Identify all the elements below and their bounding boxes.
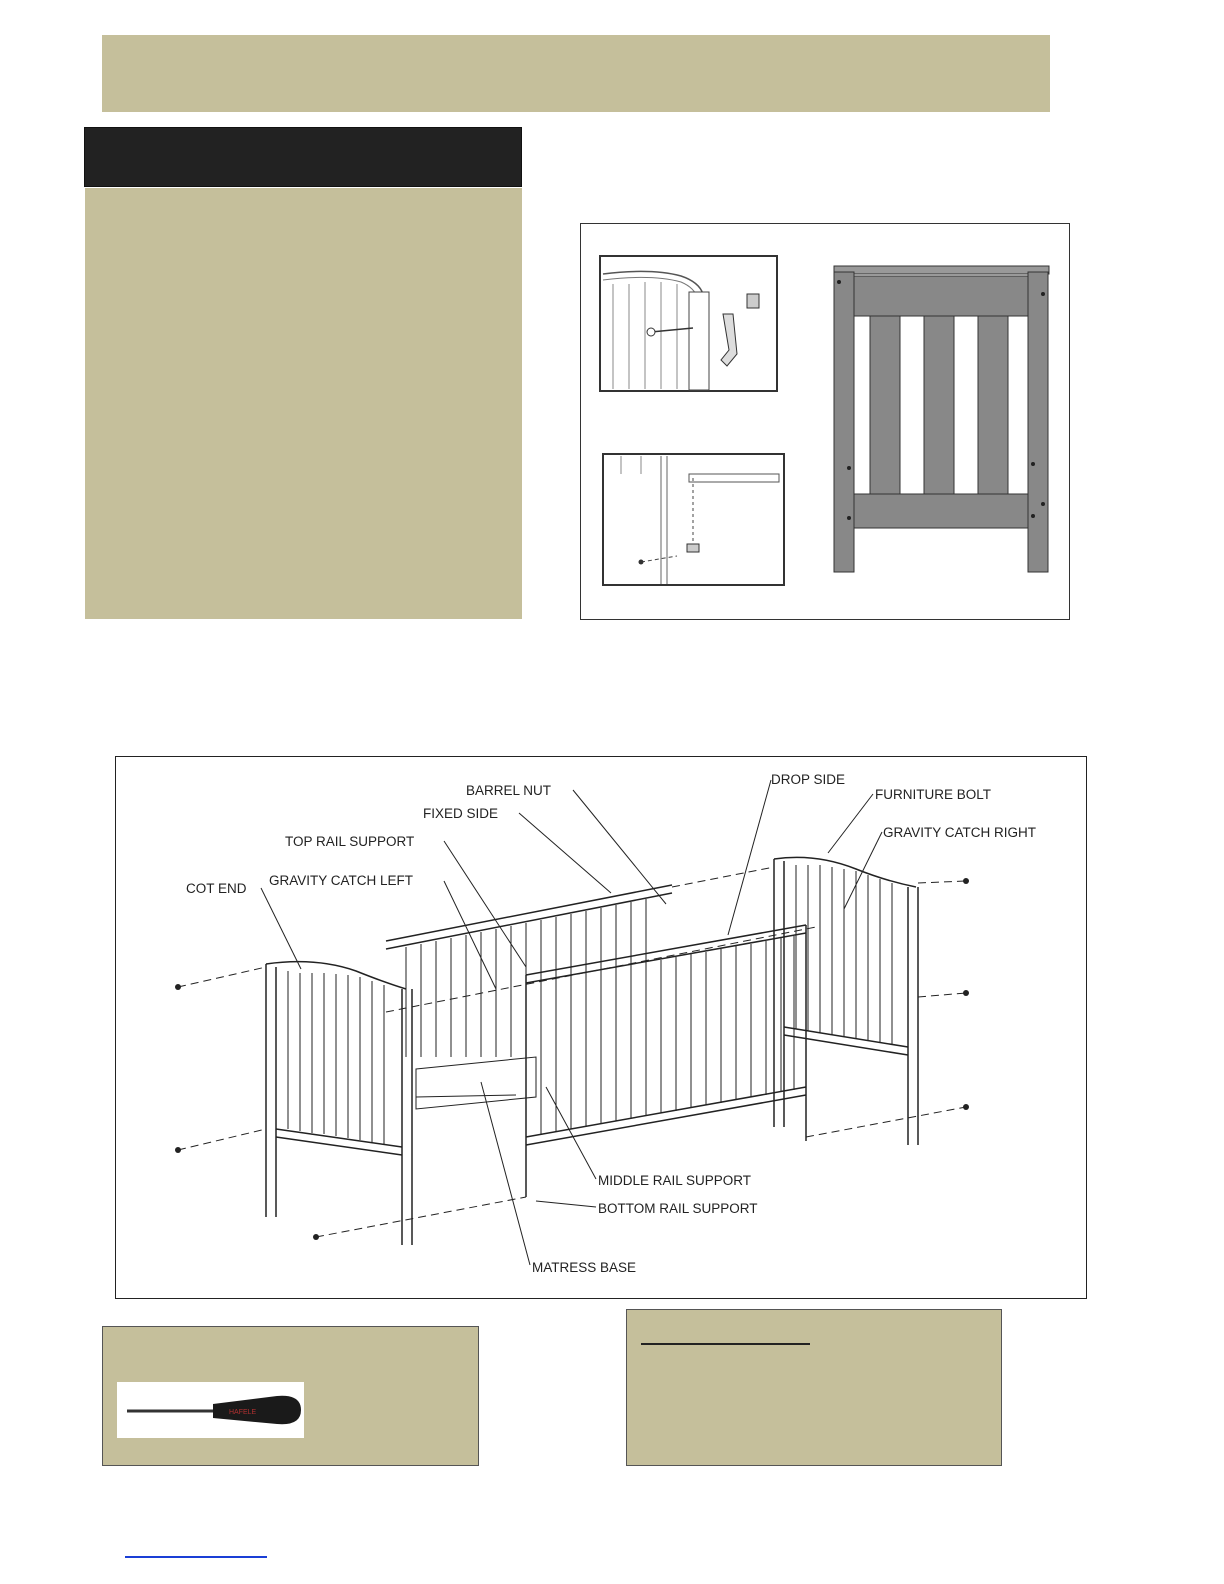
- note-heading-underline: [641, 1343, 810, 1345]
- label-middle-rail-support: MIDDLE RAIL SUPPORT: [598, 1173, 752, 1188]
- instructions-panel: [85, 188, 522, 619]
- screwdriver-brand: HAFELE: [229, 1409, 257, 1416]
- detail-illustration: [580, 223, 1070, 620]
- assembly-svg: [116, 757, 1085, 1297]
- label-top-rail-support: TOP RAIL SUPPORT: [285, 834, 415, 849]
- fastener-dots: [175, 878, 969, 1240]
- detail-svg: [581, 224, 1068, 618]
- label-bottom-rail-support: BOTTOM RAIL SUPPORT: [598, 1201, 758, 1216]
- label-mattress-base: MATRESS BASE: [532, 1260, 637, 1275]
- label-barrel-nut: BARREL NUT: [466, 783, 552, 798]
- label-fixed-side: FIXED SIDE: [423, 806, 499, 821]
- section-header: [84, 127, 522, 187]
- screwdriver-icon: [117, 1382, 304, 1438]
- label-cot-end: COT END: [186, 881, 247, 896]
- label-drop-side: DROP SIDE: [771, 772, 846, 787]
- right-end-slats: [796, 865, 892, 1045]
- label-furniture-bolt: FURNITURE BOLT: [875, 787, 992, 802]
- label-gravity-catch-right: GRAVITY CATCH RIGHT: [883, 825, 1037, 840]
- note-box: [626, 1309, 1002, 1466]
- label-gravity-catch-left: GRAVITY CATCH LEFT: [269, 873, 414, 888]
- assembly-diagram: [115, 756, 1087, 1299]
- footer-link-underline[interactable]: [125, 1556, 267, 1558]
- title-banner: [102, 35, 1050, 112]
- screwdriver-image: [117, 1382, 304, 1438]
- left-end-slats: [288, 971, 384, 1144]
